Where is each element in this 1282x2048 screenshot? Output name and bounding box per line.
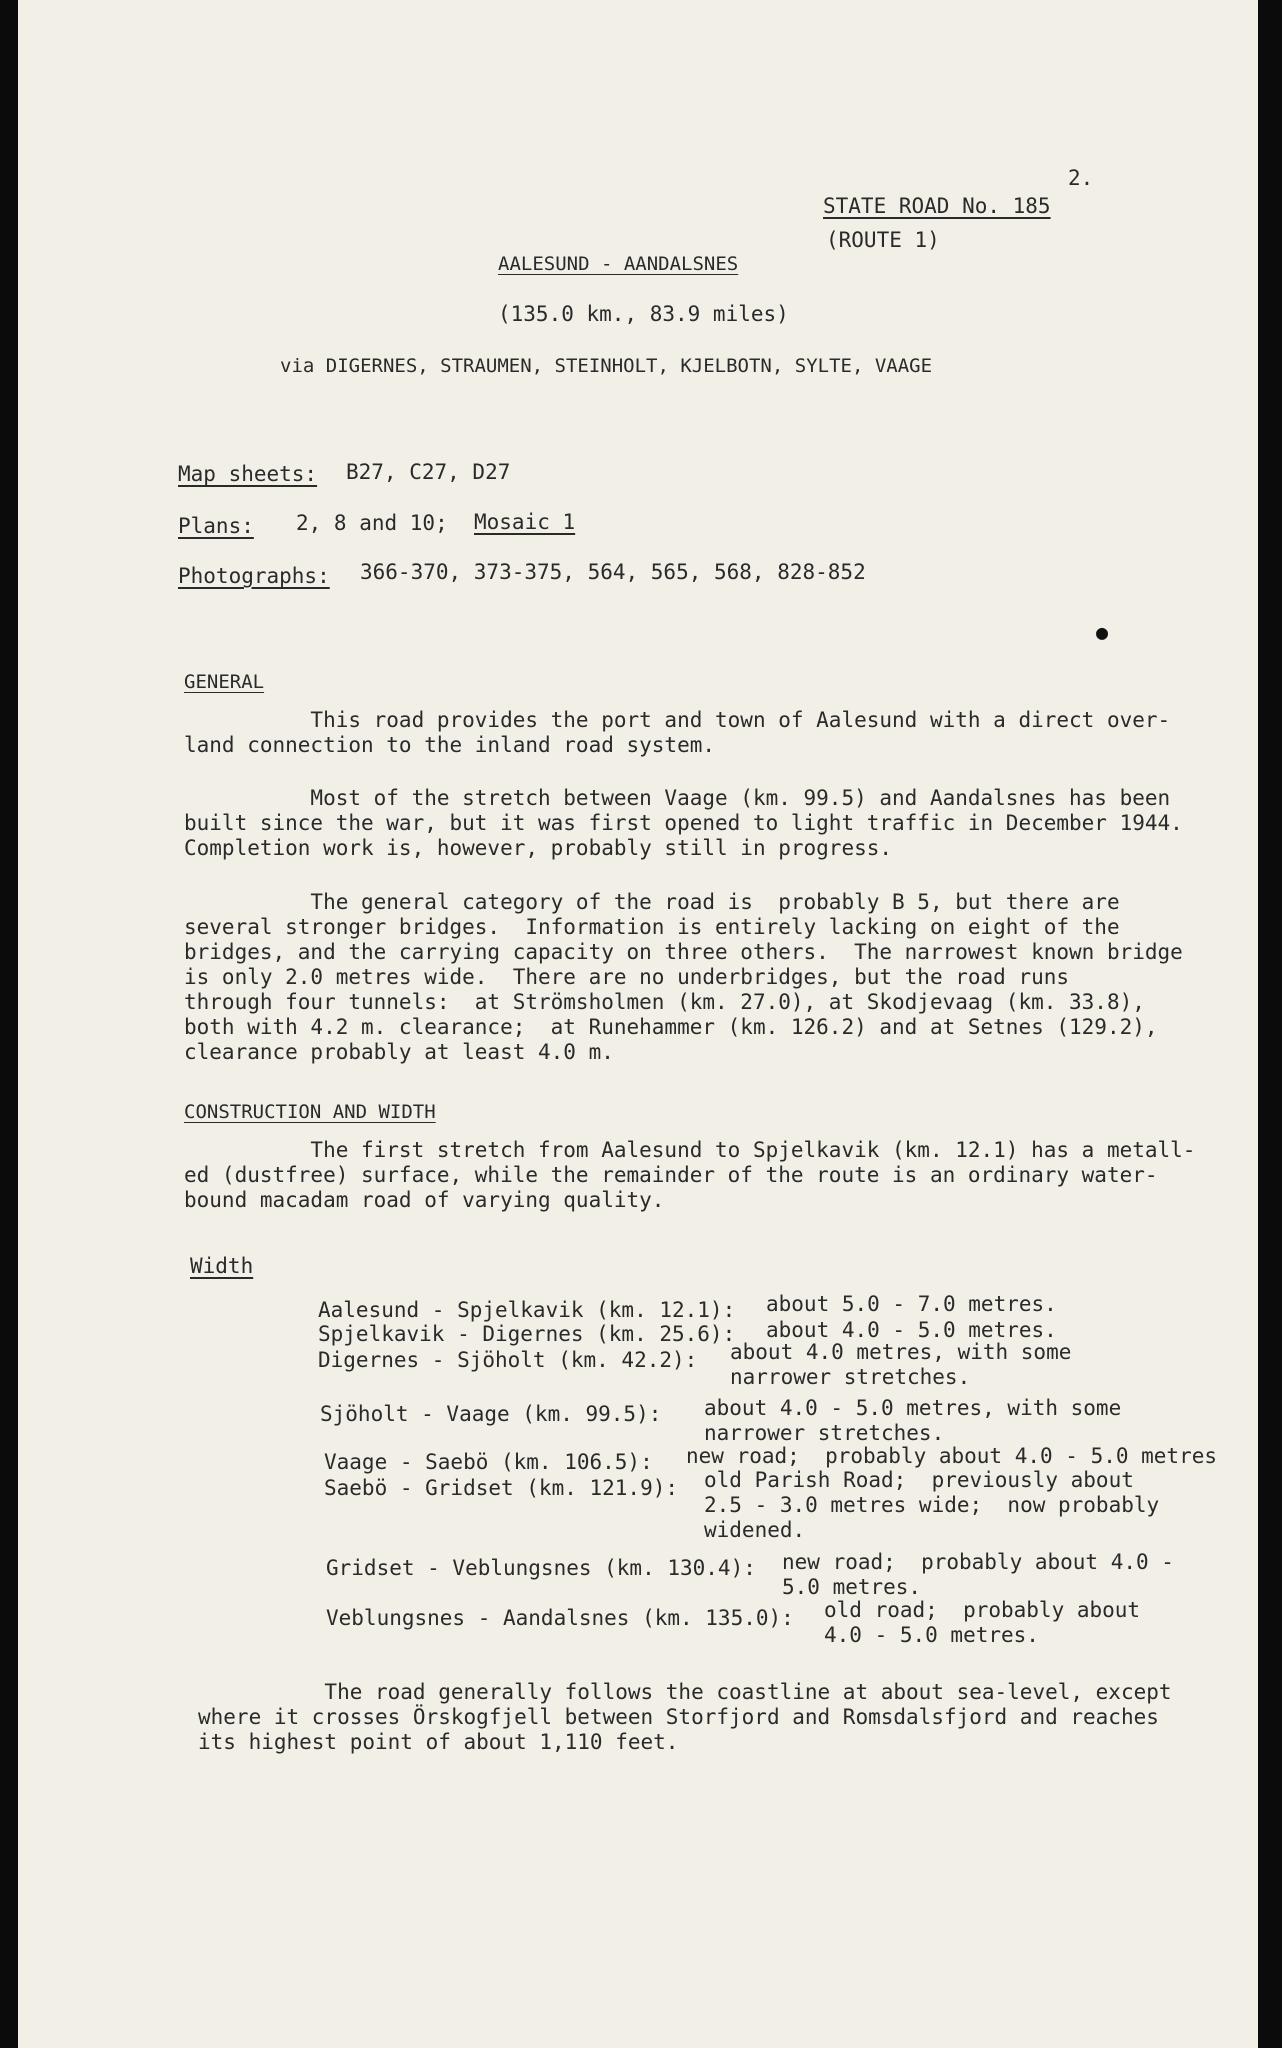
ink-mark: ● (1096, 620, 1109, 644)
width-row-detail: about 4.0 metres, with some narrower stretches. (730, 1340, 1072, 1389)
construction-paragraph: The first stretch from Aalesund to Spjelkavik (km. 12.1) has a metall- ed (dustfree) surface, while the remainder of the route is an ordinary water- bound macadam road of varying quality. (184, 1138, 1196, 1212)
width-row-detail: about 4.0 - 5.0 metres. (766, 1318, 1057, 1342)
plans-label: Plans: (178, 514, 254, 538)
page-number: 2. (1068, 166, 1094, 190)
width-row-segment: Saebö - Gridset (km. 121.9): (324, 1476, 679, 1500)
plans-value: 2, 8 and 10; (296, 511, 448, 535)
width-row-segment: Gridset - Veblungsnes (km. 130.4): (326, 1556, 756, 1580)
construction-heading: CONSTRUCTION AND WIDTH (184, 1101, 436, 1123)
photographs-value: 366-370, 373-375, 564, 565, 568, 828-852 (360, 560, 866, 584)
width-row-detail: about 4.0 - 5.0 metres, with some narrower stretches. (704, 1396, 1122, 1445)
width-row-segment: Veblungsnes - Aandalsnes (km. 135.0): (326, 1606, 794, 1630)
route-via: via DIGERNES, STRAUMEN, STEINHOLT, KJELBOTN, SYLTE, VAAGE (280, 355, 933, 377)
map-sheets-label: Map sheets: (178, 462, 318, 486)
map-sheets-value: B27, C27, D27 (346, 460, 511, 484)
plans-mosaic: Mosaic 1 (474, 510, 576, 534)
general-paragraph-2: Most of the stretch between Vaage (km. 99.5) and Aandalsnes has been built since the war, but it was first opened to light traffic in December 1944. Completion work is, however, probably still in progress. (184, 786, 1183, 860)
width-row-detail: new road; probably about 4.0 - 5.0 metres (686, 1444, 1218, 1468)
width-row-detail: old road; probably about 4.0 - 5.0 metres. (824, 1598, 1141, 1647)
width-row-segment: Sjöholt - Vaage (km. 99.5): (320, 1402, 662, 1426)
width-heading: Width (190, 1254, 254, 1278)
document-page (18, 0, 1258, 2048)
state-road-number: STATE ROAD No. 185 (823, 194, 1051, 218)
closing-paragraph: The road generally follows the coastline at about sea-level, except where it crosses Örskogfjell between Storfjord and Romsdalsfjord and reaches its highest point of about 1,110 feet. (198, 1680, 1172, 1754)
width-row-segment: Vaage - Saebö (km. 106.5): (324, 1450, 653, 1474)
width-row-segment: Spjelkavik - Digernes (km. 25.6): (318, 1322, 736, 1346)
general-heading: GENERAL (184, 671, 265, 693)
width-row-detail: new road; probably about 4.0 - 5.0 metres. (782, 1550, 1174, 1599)
width-row-segment: Aalesund - Spjelkavik (km. 12.1): (318, 1298, 736, 1322)
route-number: (ROUTE 1) (826, 228, 940, 252)
width-row-segment: Digernes - Sjöholt (km. 42.2): (318, 1348, 698, 1372)
width-row-detail: about 5.0 - 7.0 metres. (766, 1292, 1057, 1316)
width-row-detail: old Parish Road; previously about 2.5 - 3.0 metres wide; now probably widened. (704, 1468, 1160, 1542)
route-distance: (135.0 km., 83.9 miles) (498, 302, 789, 326)
photographs-label: Photographs: (178, 564, 330, 588)
general-paragraph-3: The general category of the road is probably B 5, but there are several stronger bridges. Information is entirely lacking on eight of the bridges, and the carrying capacity on three others. The narrowest known bridge is only 2.0 metres wide. There are no underbridges, but the road runs through four tunnels: at Strömsholmen (km. 27.0), at Skodjevaag (km. 33.8), both with 4.2 m. clearance; at Runehammer (km. 126.2) and at Setnes (129.2), clearance probably at least 4.0 m. (184, 890, 1183, 1064)
general-paragraph-1: This road provides the port and town of Aalesund with a direct over- land connection to the inland road system. (184, 708, 1171, 757)
document-title: AALESUND - AANDALSNES (498, 253, 739, 275)
